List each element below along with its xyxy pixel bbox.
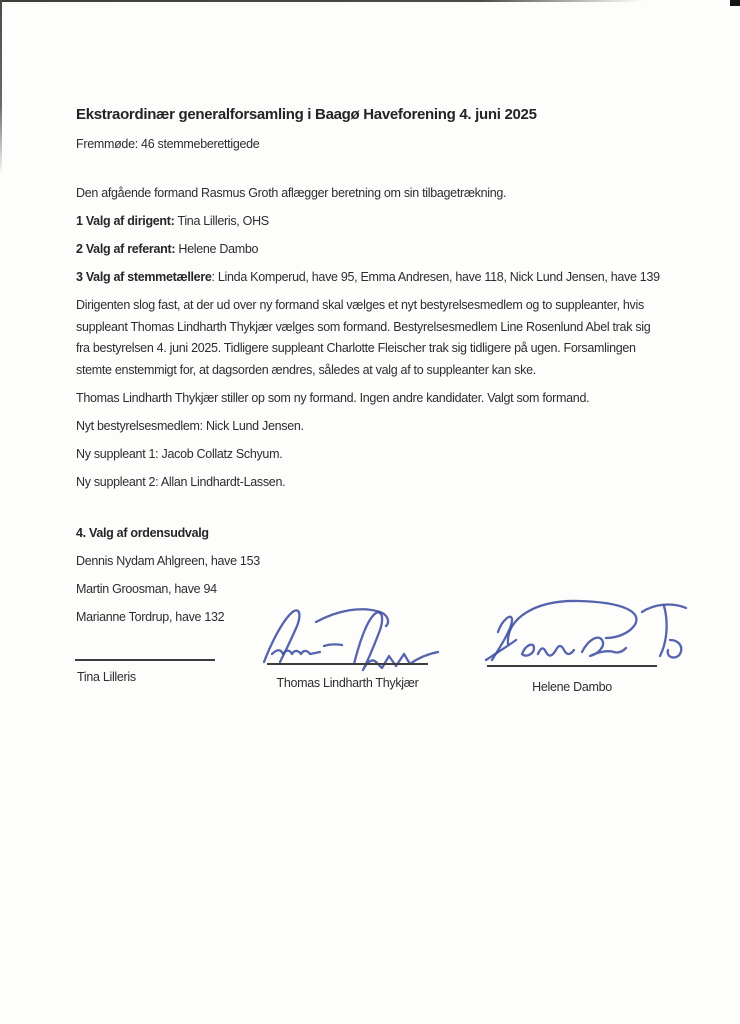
decision-paragraph-line: stemte enstemmigt for, at dagsorden ændres, således at valg af to suppleanter kan ske.: [76, 362, 536, 377]
agenda-item-3: [76, 267, 696, 289]
scan-edge-top-artifact: [0, 0, 642, 2]
agenda-item-2: [76, 239, 696, 261]
agenda-item-1: [76, 211, 696, 233]
agenda-item-1-label: 1 Valg af dirigent:: [76, 214, 175, 228]
result-line-suppleant-2: Ny suppleant 2: Allan Lindhardt-Lassen.: [76, 474, 286, 489]
section4-heading: 4. Valg af ordensudvalg: [76, 526, 209, 540]
agenda-item-2-label: 2 Valg af referant:: [76, 242, 176, 256]
signature-ink-thomas: [258, 602, 443, 677]
section4-entry-3: Marianne Tordrup, have 132: [76, 610, 225, 624]
result-line-suppleant-1: Ny suppleant 1: Jacob Collatz Schyum.: [76, 446, 283, 461]
intro-line: Den afgående formand Rasmus Groth aflægger beretning om sin tilbagetrækning.: [76, 186, 507, 200]
scan-corner-mark-artifact: [730, 0, 740, 6]
document-title: Ekstraordinær generalforsamling i Baagø Haveforening 4. juni 2025: [76, 106, 537, 123]
signature-name-tina: Tina Lilleris: [77, 670, 136, 684]
signature-name-thomas: Thomas Lindharth Thykjær: [276, 676, 419, 690]
signature-ink-helene: [478, 596, 703, 676]
document-body: [76, 104, 696, 635]
attendance-line: Fremmøde: 46 stemmeberettigede: [76, 136, 260, 151]
agenda-item-2-value: Helene Dambo: [175, 242, 259, 256]
scan-edge-left-artifact: [0, 0, 2, 175]
decision-paragraph-line: fra bestyrelsen 4. juni 2025. Tidligere suppleant Charlotte Fleischer trak sig tidligere på ugen. Forsamlingen: [76, 341, 636, 355]
signature-line-thomas: [267, 663, 428, 665]
decision-paragraph-line: Dirigenten slog fast, at der ud over ny formand skal vælges et nyt bestyrelsesmedlem og to suppleanter, hvis: [76, 298, 644, 312]
signature-line-helene: [487, 665, 657, 667]
agenda-item-1-value: Tina Lilleris, OHS: [174, 214, 269, 228]
signature-name-helene: Helene Dambo: [532, 680, 612, 694]
result-line-bestyrelsesmedlem: Nyt bestyrelsesmedlem: Nick Lund Jensen.: [76, 418, 304, 433]
agenda-item-3-label: 3 Valg af stemmetællere: [76, 270, 212, 284]
agenda-item-3-value: : Linda Komperud, have 95, Emma Andresen, have 118, Nick Lund Jensen, have 139: [211, 270, 660, 284]
result-line-formand: Thomas Lindharth Thykjær stiller op som ny formand. Ingen andre kandidater. Valgt som formand.: [76, 390, 590, 405]
section4-entry-1: Dennis Nydam Ahlgreen, have 153: [76, 554, 260, 568]
signature-line-tina: [75, 659, 215, 661]
decision-paragraph: [76, 295, 696, 381]
decision-paragraph-line: suppleant Thomas Lindharth Thykjær vælges som formand. Bestyrelsesmedlem Line Rosenlund Abel trak sig: [76, 319, 651, 334]
section4-entry-2: Martin Groosman, have 94: [76, 582, 217, 596]
